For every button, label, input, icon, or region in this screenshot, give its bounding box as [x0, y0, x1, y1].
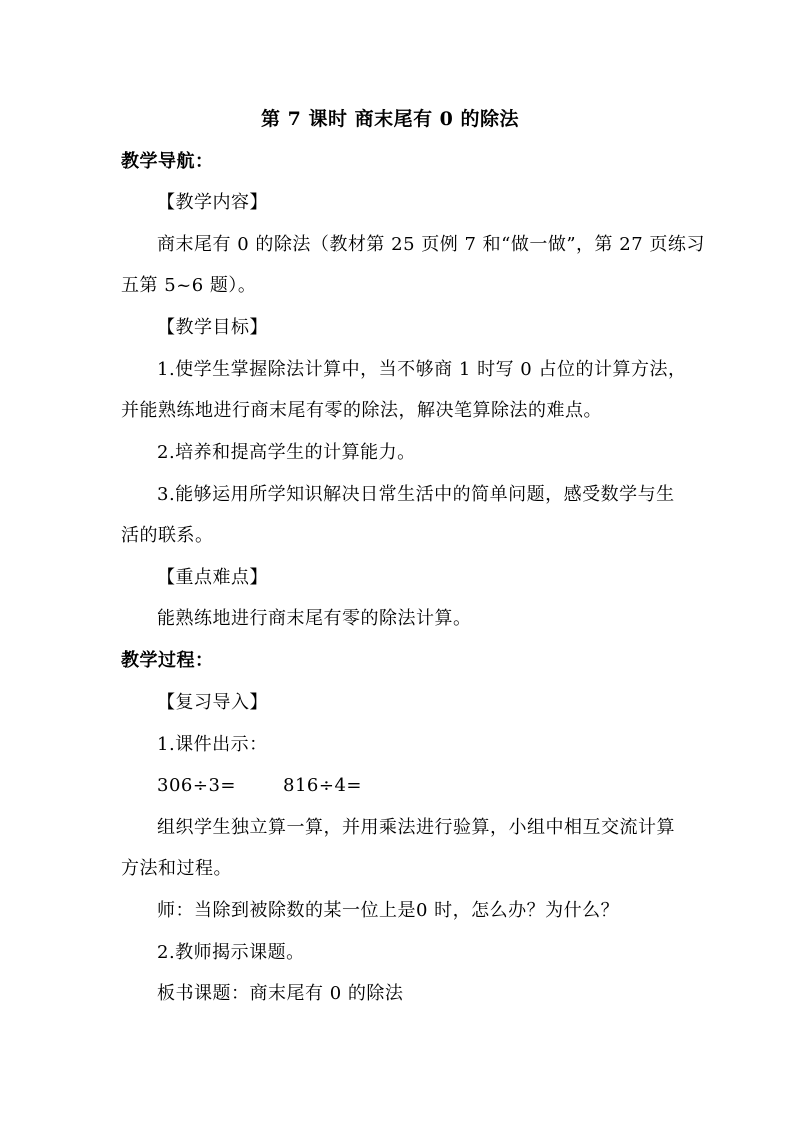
key-points-heading: 【重点难点】: [157, 567, 268, 588]
goal-1-line-2: 并能熟练地进行商末尾有零的除法，解决笔算除法的难点。: [121, 400, 602, 421]
goal-3-line-2: 活的联系。: [121, 525, 214, 546]
calculation-1: 306÷3=: [157, 775, 236, 796]
content-line-2: 五第 5~6 题）。: [121, 275, 257, 296]
process-heading: 教学过程：: [121, 650, 214, 671]
calculation-2: 816÷4=: [283, 775, 362, 796]
review-step-2: 2.教师揭示课题。: [157, 942, 305, 963]
content-heading: 【教学内容】: [157, 192, 268, 213]
goal-3-line-1: 3.能够运用所学知识解决日常生活中的简单问题，感受数学与生: [157, 484, 675, 505]
review-heading: 【复习导入】: [157, 692, 268, 713]
goal-2: 2.培养和提高学生的计算能力。: [157, 442, 416, 463]
calculation-row: [157, 774, 397, 798]
review-text-line-1: 组织学生独立算一算，并用乘法进行验算，小组中相互交流计算: [157, 817, 675, 838]
guide-heading: 教学导航：: [121, 151, 214, 172]
board-title: 板书课题：商末尾有 0 的除法: [157, 983, 404, 1004]
key-points-text: 能熟练地进行商末尾有零的除法计算。: [157, 608, 472, 629]
content-line-1: 商末尾有 0 的除法（教材第 25 页例 7 和“做一做”，第 27 页练习: [157, 234, 705, 255]
teacher-question: 师：当除到被除数的某一位上是0 时，怎么办？为什么？: [157, 900, 620, 921]
goals-heading: 【教学目标】: [157, 317, 268, 338]
review-text-line-2: 方法和过程。: [121, 858, 232, 879]
document-title: 第 7 课时 商末尾有 0 的除法: [261, 108, 520, 130]
review-step-1: 1.课件出示：: [157, 734, 268, 755]
goal-1-line-1: 1.使学生掌握除法计算中，当不够商 1 时写 0 占位的计算方法，: [157, 359, 687, 380]
